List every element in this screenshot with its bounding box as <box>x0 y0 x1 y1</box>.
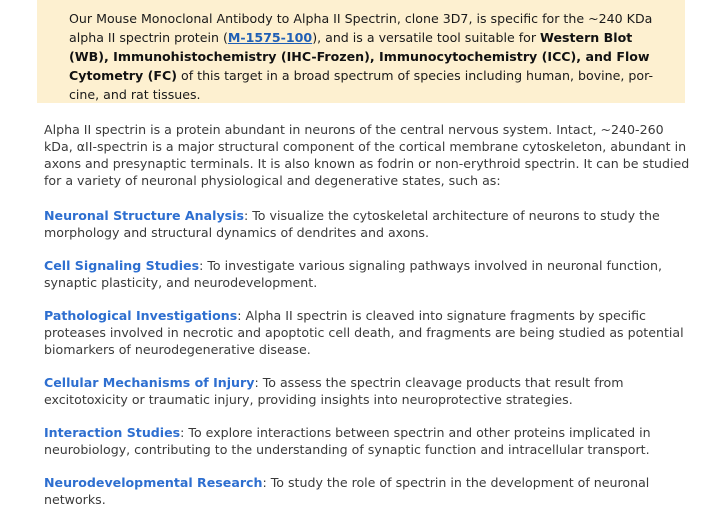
applications-list: Western Blot (WB), Immunohistochemistry (IHC-Frozen), Immunocytochemistry (ICC), and Flow Cytometry (FC) <box>69 30 650 83</box>
callout-text-1: Our Mouse Monoclonal Antibody to Alpha II Spectrin, clone 3D7, is specific for the ~240 KDa alpha II spectrin protein ( <box>69 11 653 45</box>
section-heading: Cell Signaling Studies <box>44 258 200 273</box>
section-injury-mechanisms <box>44 374 694 408</box>
callout-text-3: of this target in a broad spectrum of species including human, bovine, por-cine, and rat tissues. <box>69 68 654 102</box>
product-link[interactable]: M-1575-100 <box>227 30 313 45</box>
section-neuronal-structure <box>44 207 694 241</box>
section-heading: Interaction Studies <box>44 425 181 440</box>
section-heading: Cellular Mechanisms of Injury <box>44 375 255 390</box>
callout-text-2: ), and is a versatile tool suitable for <box>312 30 541 45</box>
section-text: : To investigate various signaling pathways involved in neuronal function, synaptic plasticity, and neurodevelopment. <box>44 258 662 290</box>
intro-paragraph: Alpha II spectrin is a protein abundant in neurons of the central nervous system. Intact, ~240-260 kDa, αII-spectrin is a major structural component of the cortical membrane cytoskeleton, abundant in axons and presynaptic terminals. It is also known as fodrin or non-erythroid spectrin. It can be studied for a variety of neuronal physiological and degenerative states, such as: <box>44 122 690 188</box>
section-heading: Pathological Investigations <box>44 308 238 323</box>
section-heading: Neurodevelopmental Research <box>44 475 263 490</box>
product-callout-box <box>37 0 685 103</box>
section-heading: Neuronal Structure Analysis <box>44 208 244 223</box>
section-cell-signaling <box>44 257 694 291</box>
article-body <box>44 121 694 524</box>
section-text: : To study the role of spectrin in the development of neuronal networks. <box>44 475 650 507</box>
section-text: : To assess the spectrin cleavage products that result from excitotoxicity or traumatic injury, providing insights into neuroprotective strategies. <box>44 375 624 407</box>
section-interaction-studies <box>44 424 694 458</box>
section-neurodevelopmental <box>44 474 694 508</box>
section-text: : Alpha II spectrin is cleaved into signature fragments by specific proteases involved in necrotic and apoptotic cell death, and fragments are being studied as potential biomarkers of neurodegenerative disease. <box>44 308 684 357</box>
section-text: : To visualize the cytoskeletal architecture of neurons to study the morphology and structural dynamics of dendrites and axons. <box>44 208 660 240</box>
section-pathological <box>44 307 694 358</box>
section-text: : To explore interactions between spectrin and other proteins implicated in neurobiology, contributing to the understanding of synaptic function and intracellular transport. <box>44 425 651 457</box>
